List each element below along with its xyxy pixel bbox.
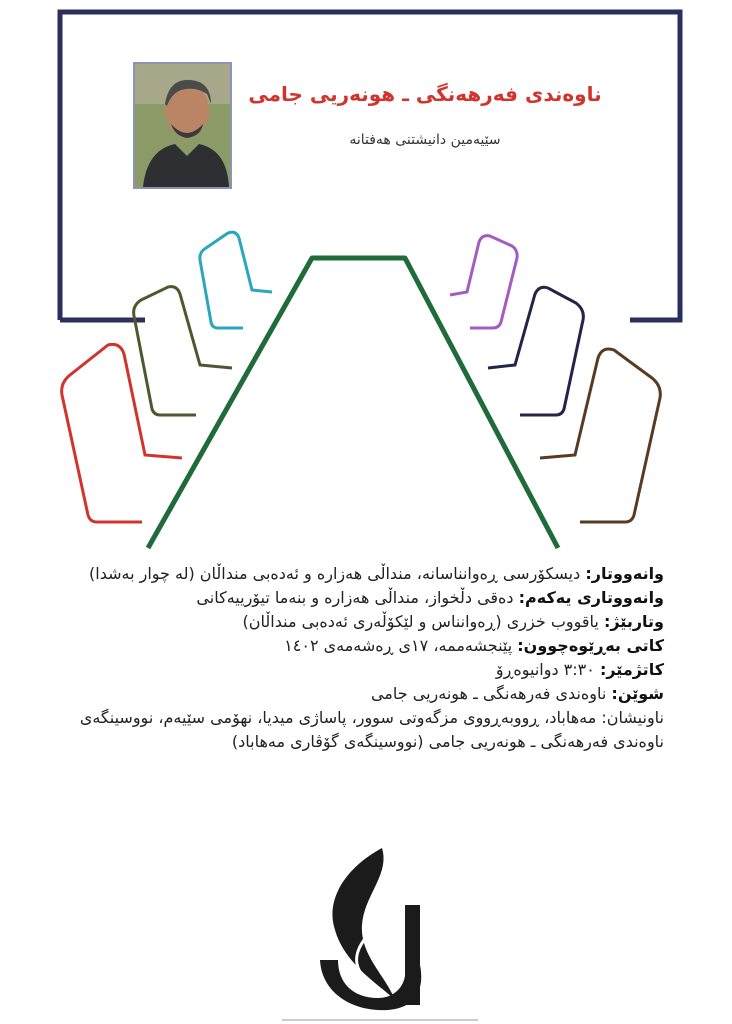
- chair-right-navy: [488, 287, 583, 415]
- first-lecture-line: [70, 586, 664, 610]
- speaker-value: یاقووب خزری (ڕەوانناس و لێکۆڵەری ئەدەبی منداڵان): [242, 612, 599, 631]
- lecture-line: [70, 562, 664, 586]
- session-subtitle: سێیەمین دانیشتنی هەفتانە: [349, 132, 501, 148]
- lecture-label: وانەووتار:: [585, 564, 664, 583]
- chair-right-purple: [450, 236, 517, 328]
- event-details: [70, 562, 664, 754]
- lecture-value: دیسکۆرسی ڕەوانناسانە، منداڵی هەزارە و ئەدەبی منداڵان (لە چوار بەشدا): [89, 564, 581, 583]
- time-line: [70, 658, 664, 682]
- first-lecture-value: دەقی دڵخواز، منداڵی هەزارە و بنەما تیۆرییەکانی: [196, 588, 514, 607]
- address-line: ناونیشان: مەهاباد، ڕووبەڕووی مزگەوتی سوور، پاساژی میدیا، نهۆمی سێیەم، نووسینگەی ناوەندی فەرهەنگی ـ هونەریی جامی (نووسینگەی گۆڤاری مەهاباد): [79, 708, 664, 751]
- speaker-photo: [133, 62, 232, 189]
- date-line: [70, 634, 664, 658]
- chair-left-teal: [200, 232, 272, 328]
- time-value: ٣:٣٠ دوانیوەڕۆ: [495, 660, 595, 679]
- place-label: شوێن:: [611, 684, 664, 703]
- date-label: کاتی بەڕێوەچوون:: [517, 636, 664, 655]
- chair-right-brown: [540, 349, 660, 522]
- chair-left-red: [62, 344, 182, 522]
- jami-logo: [320, 848, 421, 1010]
- chair-left-olive: [134, 287, 232, 415]
- first-lecture-label: وانەووتاری یەکەم:: [518, 588, 664, 607]
- page-title: ناوەندی فەرهەنگی ـ هونەریی جامی: [248, 82, 602, 106]
- time-label: کاتژمێر:: [599, 660, 664, 679]
- speaker-label: وتاربێژ:: [603, 612, 664, 631]
- date-value: پێنجشەممە، ١٧ی ڕەشەمەی ١٤٠٢: [284, 636, 513, 655]
- speaker-line: [70, 610, 664, 634]
- place-value: ناوەندی فەرهەنگی ـ هونەریی جامی: [370, 684, 607, 703]
- table-outline: [148, 258, 558, 548]
- place-line: [70, 682, 664, 706]
